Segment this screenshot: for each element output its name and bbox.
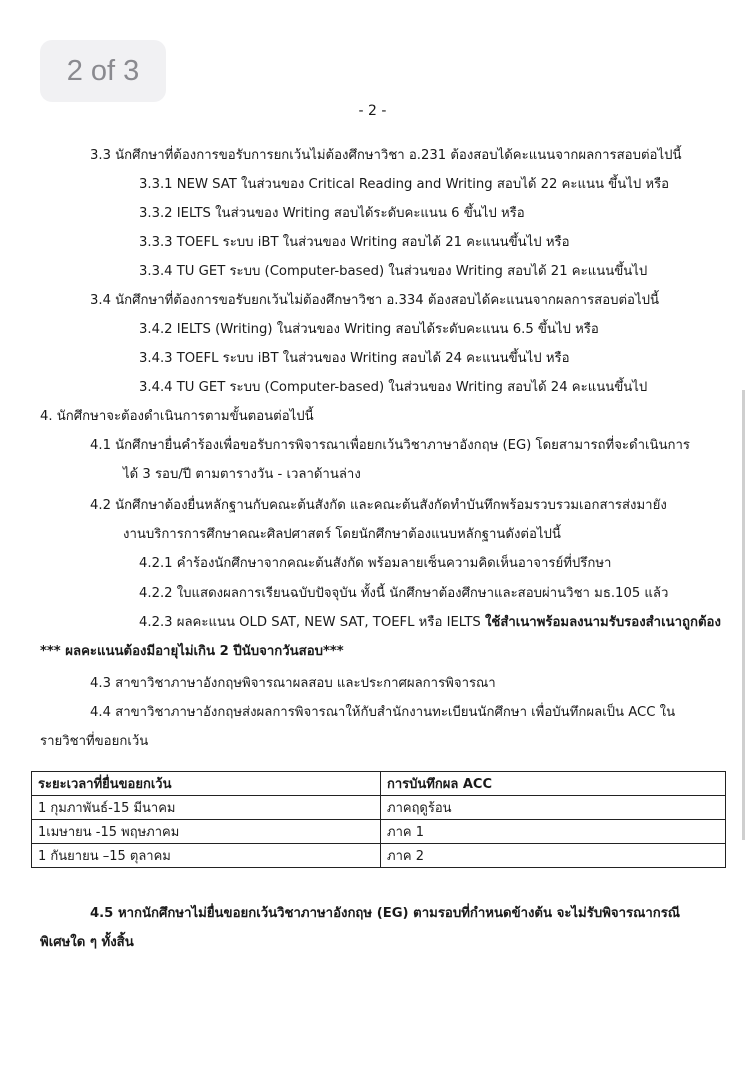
table-cell-period: 1 กันยายน –15 ตุลาคม [32,844,381,868]
table-cell-acc: ภาค 2 [381,844,726,868]
item-3-3: 3.3 นักศึกษาที่ต้องการขอรับการยกเว้นไม่ต้องศึกษาวิชา อ.231 ต้องสอบได้คะแนนจากผลการสอบต่อไปนี้ [90,148,682,163]
acc-schedule-table [31,771,726,868]
item-3-4-2: 3.4.2 IELTS (Writing) ในส่วนของ Writing สอบได้ระดับคะแนน 6.5 ขึ้นไป หรือ [139,322,599,337]
table-cell-acc: ภาค 1 [381,820,726,844]
item-4-2-1: 4.2.1 คำร้องนักศึกษาจากคณะต้นสังกัด พร้อมลายเซ็นความคิดเห็นอาจารย์ที่ปรึกษา [139,556,612,571]
table-header-row [32,772,726,796]
table-header-period: ระยะเวลาที่ยื่นขอยกเว้น [32,772,381,796]
item-3-3-3: 3.3.3 TOEFL ระบบ iBT ในส่วนของ Writing สอบได้ 21 คะแนนขึ้นไป หรือ [139,235,570,250]
item-3-4-3: 3.4.3 TOEFL ระบบ iBT ในส่วนของ Writing สอบได้ 24 คะแนนขึ้นไป หรือ [139,351,570,366]
item-3-4: 3.4 นักศึกษาที่ต้องการขอรับยกเว้นไม่ต้องศึกษาวิชา อ.334 ต้องสอบได้คะแนนจากผลการสอบต่อไปนี้ [90,293,660,308]
table-row [32,820,726,844]
item-4-1-line1: 4.1 นักศึกษายื่นคำร้องเพื่อขอรับการพิจารณาเพื่อยกเว้นวิชาภาษาอังกฤษ (EG) โดยสามารถที่จะดำเนินการ [90,438,690,453]
item-4-4-line2: รายวิชาที่ขอยกเว้น [40,734,149,749]
item-3-3-4: 3.3.4 TU GET ระบบ (Computer-based) ในส่วนของ Writing สอบได้ 21 คะแนนขึ้นไป [139,264,648,279]
page-number: - 2 - [358,103,387,119]
table-row [32,796,726,820]
table-cell-period: 1 กุมภาพันธ์-15 มีนาคม [32,796,381,820]
item-3-3-1: 3.3.1 NEW SAT ในส่วนของ Critical Reading and Writing สอบได้ 22 คะแนน ขึ้นไป หรือ [139,177,670,192]
item-4: 4. นักศึกษาจะต้องดำเนินการตามขั้นตอนต่อไปนี้ [40,409,314,424]
item-4-2-3-bold-text: ใช้สำเนาพร้อมลงนามรับรองสำเนาถูกต้อง [484,615,721,630]
item-4-2-3-text: 4.2.3 ผลคะแนน OLD SAT, NEW SAT, TOEFL หรือ IELTS [139,615,485,630]
item-4-2-3 [139,614,721,632]
page-indicator-badge: 2 of 3 [40,40,166,102]
item-3-3-2: 3.3.2 IELTS ในส่วนของ Writing สอบได้ระดับคะแนน 6 ขึ้นไป หรือ [139,206,525,221]
table-header-acc: การบันทึกผล ACC [381,772,726,796]
item-4-5-line2: พิเศษใด ๆ ทั้งสิ้น [40,935,134,950]
table-cell-period: 1เมษายน -15 พฤษภาคม [32,820,381,844]
item-4-2-line2: งานบริการการศึกษาคณะศิลปศาสตร์ โดยนักศึกษาต้องแนบหลักฐานดังต่อไปนี้ [123,527,561,542]
table-row [32,844,726,868]
table-cell-acc: ภาคฤดูร้อน [381,796,726,820]
item-4-4-line1: 4.4 สาขาวิชาภาษาอังกฤษส่งผลการพิจารณาให้กับสำนักงานทะเบียนนักศึกษา เพื่อบันทึกผลเป็น ACC ใน [90,705,676,720]
item-4-1-line2: ได้ 3 รอบ/ปี ตามตารางวัน - เวลาด้านล่าง [123,467,361,482]
score-validity-note: *** ผลคะแนนต้องมีอายุไม่เกิน 2 ปีนับจากวันสอบ*** [40,644,344,659]
item-3-4-4: 3.4.4 TU GET ระบบ (Computer-based) ในส่วนของ Writing สอบได้ 24 คะแนนขึ้นไป [139,380,648,395]
item-4-3: 4.3 สาขาวิชาภาษาอังกฤษพิจารณาผลสอบ และประกาศผลการพิจารณา [90,676,496,691]
item-4-5-line1: 4.5 หากนักศึกษาไม่ยื่นขอยกเว้นวิชาภาษาอังกฤษ (EG) ตามรอบที่กำหนดข้างต้น จะไม่รับพิจารณากรณี [90,906,681,921]
item-4-2-line1: 4.2 นักศึกษาต้องยื่นหลักฐานกับคณะต้นสังกัด และคณะต้นสังกัดทำบันทึกพร้อมรวบรวมเอกสารส่งมายัง [90,498,667,513]
item-4-2-2: 4.2.2 ใบแสดงผลการเรียนฉบับปัจจุบัน ทั้งนี้ นักศึกษาต้องศึกษาและสอบผ่านวิชา มธ.105 แล้ว [139,586,669,601]
